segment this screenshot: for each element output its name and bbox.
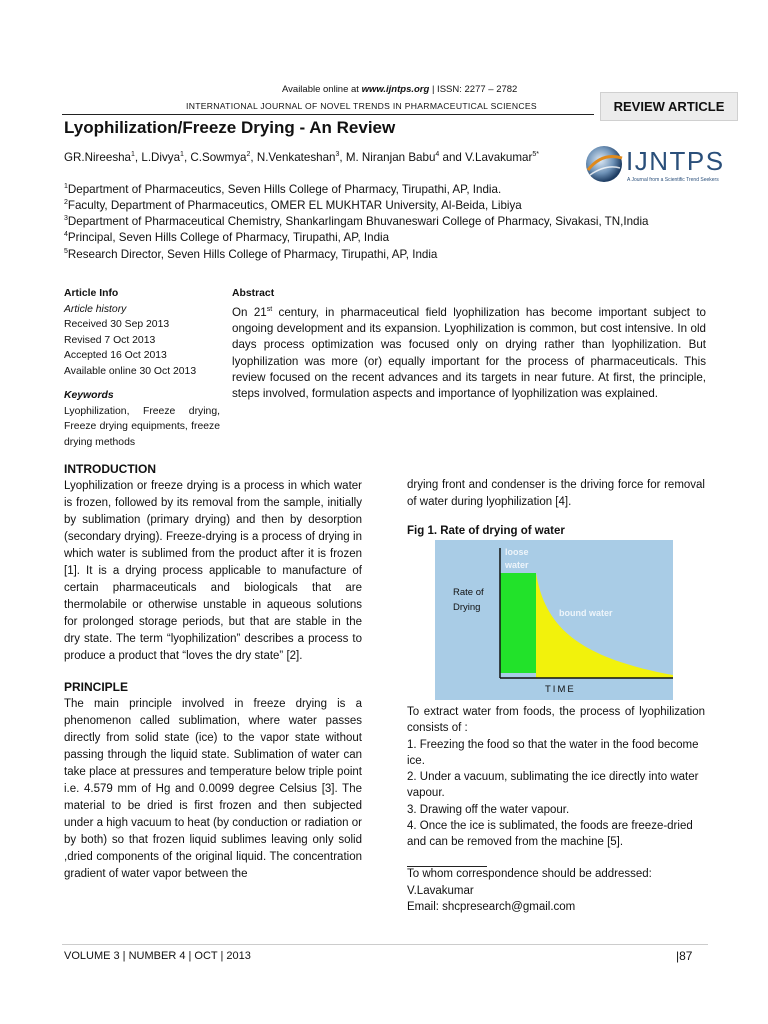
- affiliation: $^5$Research Director, Seven Hills College of Pharmacy, Tirupathi, AP, India: [64, 248, 438, 261]
- revised-date: Revised 7 Oct 2013: [64, 334, 156, 346]
- affiliation: $^2$Faculty, Department of Pharmaceutics, OMER EL MUKHTAR University, Al-Beida, Libiya: [64, 199, 522, 212]
- article-info-heading: Article Info: [64, 288, 119, 299]
- correspondence-email[interactable]: Email: shcpresearch@gmail.com: [407, 901, 576, 913]
- loose-water-region: [500, 573, 536, 673]
- continuation-text: drying front and condenser is the driving force for removal of water during lyophilization [4].: [407, 479, 705, 508]
- figure-caption: Fig 1. Rate of drying of water: [407, 525, 565, 537]
- abstract: [232, 286, 706, 402]
- accepted-date: Accepted 16 Oct 2013: [64, 350, 167, 361]
- bound-water-label: bound water: [559, 608, 613, 618]
- keywords-heading: Keywords: [64, 390, 114, 401]
- article-info: [64, 286, 220, 379]
- abstract-heading: Abstract: [232, 288, 275, 299]
- list-item: 2. Under a vacuum, sublimating the ice directly into water vapour.: [407, 771, 699, 800]
- volume-info: VOLUME 3 | NUMBER 4 | OCT | 2013: [64, 950, 251, 962]
- paper-title: Lyophilization/Freeze Drying - An Review: [64, 118, 396, 137]
- y-axis-label-2: Drying: [453, 602, 481, 613]
- principle-heading: PRINCIPLE: [64, 680, 129, 694]
- y-axis-label-1: Rate of: [453, 587, 484, 598]
- list-item: 1. Freezing the food so that the water in the food become ice.: [407, 738, 699, 767]
- logo-tagline: A Journal from a Scientific Trend Seekers: [627, 177, 719, 183]
- author-name: L.Divya: [141, 151, 181, 164]
- header-rule: [62, 114, 594, 115]
- availability-line: Available online at www.ijntps.org | ISSN: 2277 – 2782: [282, 84, 518, 95]
- received-date: Received 30 Sep 2013: [64, 319, 170, 330]
- left-column: [64, 461, 362, 883]
- x-axis-label: TIME: [545, 684, 576, 695]
- author-name: M. Niranjan Babu: [345, 151, 436, 164]
- introduction-text: Lyophilization or freeze drying is a process in which water is frozen, followed by its removal from the sample, initially by sublimation (primary drying) and then by desorption (secondary drying). Freeze-drying is a process of drying in which water is sublimed from the product after it is frozen [1]. It is a drying process applicable to manufacture of certain pharmaceuticals and biologicals that are thermolabile or otherwise unstable in aqueous solutions for prolonged storage periods, but that are stable in the dry state. The term “lyophilization” describes a process to produce a product that “loves the dry state” [2].: [64, 480, 362, 662]
- footer-rule: [62, 944, 708, 945]
- extract-intro: To extract water from foods, the process of lyophilization consists of :: [407, 706, 705, 735]
- keywords-block: [64, 388, 220, 450]
- principle-text: The main principle involved in freeze drying is a phenomenon called sublimation, where water passes directly from solid state (ice) to the vapor state without passing through the liquid state. Sublimation of water can take place at pressures and temperature below triple point i.e. 4.579 mm of Hg and 0.0099 degree Celsius [3]. The material to be dried is first frozen and then subjected under a high vacuum to heat (by conduction or radiation or by both) so that frozen liquid sublimes leaving only solid ,dried components of the original liquid. The concentration gradient of water vapor between the: [64, 698, 362, 880]
- logo-wordmark: IJNTPS: [626, 146, 725, 176]
- keywords-text: Lyophilization, Freeze drying, Freeze drying equipments, freeze drying methods: [64, 405, 220, 448]
- author-name: GR.Nireesha: [64, 151, 132, 164]
- list-item: 3. Drawing off the water vapour.: [407, 803, 570, 816]
- right-column-lower: [407, 704, 705, 851]
- author-list: GR.Nireesha$^1$, L.Divya$^1$, C.Sowmya$^2$, N.Venkateshan$^3$, M. Niranjan Babu$^4$ and V.Lavakumar$^{5*}$: [64, 151, 539, 164]
- correspondence: [407, 866, 652, 916]
- affiliation: $^3$Department of Pharmaceutical Chemistry, Shankarlingam Bhuvaneswari College of Pharmacy, Sivakasi, TN,India: [64, 215, 649, 228]
- correspondence-label: To whom correspondence should be addressed:: [407, 868, 652, 880]
- article-history-label: Article history: [64, 303, 127, 315]
- introduction-heading: INTRODUCTION: [64, 462, 156, 476]
- author-name: N.Venkateshan: [256, 151, 336, 164]
- article-type-badge: REVIEW ARTICLE: [600, 92, 738, 121]
- loose-water-label-1: loose: [505, 547, 529, 557]
- author-name: V.Lavakumar: [465, 151, 533, 164]
- page-number: |87: [676, 949, 693, 963]
- drying-rate-figure: [435, 540, 673, 700]
- abstract-text: On 21st century, in pharmaceutical field lyophilization has become important subject to ongoing development and its expansion. Lyophilization is common, but cost intensive. In old days process optimization was focused only on drying rather than lyophilization. But lyophilization was more (or) equally important for the process of pharmaceuticals. This review focused on the recent advances and its targets in near future. At first, the principle, steps involved, formulation aspects and importance of lyophilization was explained.: [232, 306, 706, 401]
- author-name: C.Sowmya: [190, 151, 247, 164]
- loose-water-label-2: water: [505, 560, 529, 570]
- journal-name: INTERNATIONAL JOURNAL OF NOVEL TRENDS IN PHARMACEUTICAL SCIENCES: [186, 101, 537, 111]
- journal-url[interactable]: www.ijntps.org: [361, 84, 430, 95]
- affiliation: $^1$Department of Pharmaceutics, Seven Hills College of Pharmacy, Tirupathi, AP, India.: [64, 183, 502, 196]
- correspondence-name: V.Lavakumar: [407, 884, 474, 897]
- available-date: Available online 30 Oct 2013: [64, 365, 197, 377]
- affiliation: $^4$Principal, Seven Hills College of Pharmacy, Tirupathi, AP, India: [64, 231, 390, 244]
- list-item: 4. Once the ice is sublimated, the foods are freeze-dried and can be removed from the machine [5].: [407, 820, 693, 849]
